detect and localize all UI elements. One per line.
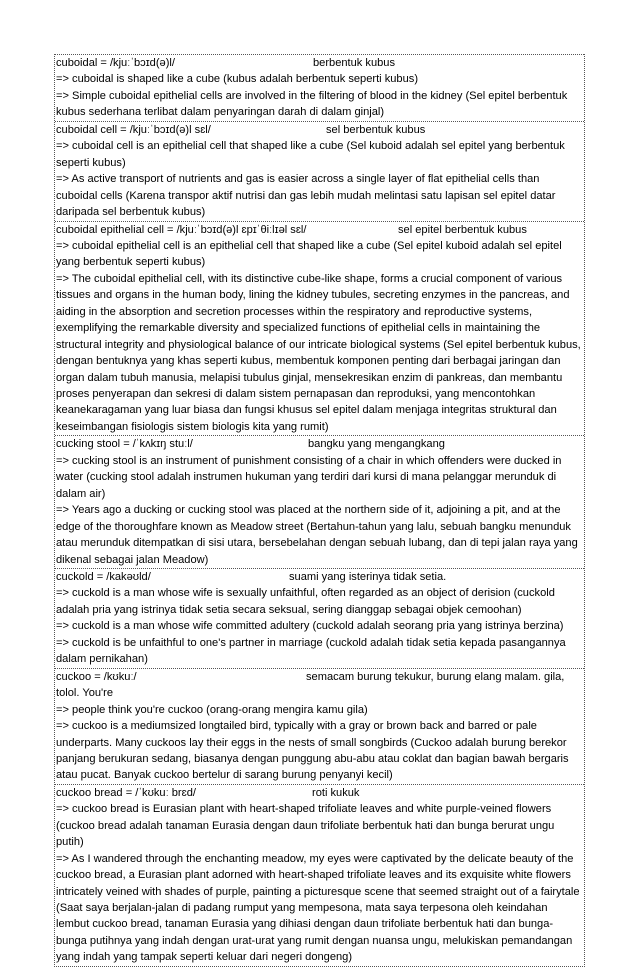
entry-cuboidal [55,54,584,121]
example-line: => cuckoo is a mediumsized longtailed bird, typically with a gray or brown back and barred or pale underparts. Many cuckoos lay their eggs in the nests of small songbirds (Cuckoo adalah burung berekor panjang berukuran sedang, biasanya dengan punggung abu-abu atau coklat dan bagian bawah bergaris atau pucat. Banyak cuckoo bertelur di sarang burung penyanyi kecil) [56,720,569,782]
example-line: => The cuboidal epithelial cell, with its distinctive cube-like shape, forms a crucial component of various tissues and organs in the human body, lining the kidney tubules, secreting enzymes in the pancreas, and aiding in the absorption and secretion processes within the respiratory and reproductive systems, exemplifying the remarkable diversity and specialized functions of epithelial cells in maintaining the structural integrity and physiological balance of our intricate biological systems (Sel epitel berbentuk kubus, dengan bentuknya yang khas seperti kubus, membentuk komponen penting dari berbagai jaringan dan organ dalam tubuh manusia, melapisi tubulus ginjal, mensekresikan enzim di pankreas, dan membantu proses penyerapan dan sekresi di dalam sistem pernapasan dan reproduksi, yang mencontohkan keanekaragaman yang luar biasa dan fungsi khusus sel epitel dalam menjaga integritas struktural dan keseimbangan fisiologis sistem biologis kita yang rumit) [56,272,581,433]
example-line: => cuckold is a man whose wife is sexually unfaithful, often regarded as an object of derision (cuckold adalah pria yang istrinya tidak setia secara seksual, sering dianggap sebagai objek cemoohan) [56,587,555,616]
headword: cuboidal cell = /kjuːˈbɔɪd(ə)l sɛl/ [56,123,211,136]
entry-headline [56,222,583,238]
meaning: suami yang isterinya tidak setia. [289,570,447,583]
example-line: => cuckold is a man whose wife committed adultery (cuckold adalah seorang pria yang istrinya berzina) [56,620,564,633]
entry-headline [56,569,583,585]
example-line: => cuboidal is shaped like a cube (kubus adalah berbentuk seperti kubus) [56,73,419,86]
headword: cuckoo bread = /ˈkʊkuː brɛd/ [56,786,196,799]
headword: cucking stool = /ˈkʌkɪŋ stuːl/ [56,438,193,451]
entry-headline [56,55,583,71]
entry-headline [56,122,583,138]
example-line: => cuckold is be unfaithful to one's partner in marriage (cuckold adalah tidak setia kepada pasangannya dalam pernikahan) [56,636,566,666]
meaning: bangku yang mengangkang [308,438,445,451]
entry-headline [56,669,583,702]
entry-headline [56,436,583,452]
example-line: => cuboidal epithelial cell is an epithelial cell that shaped like a cube (Sel epitel kuboid adalah sel epitel yang berbentuk seperti kubus) [56,239,562,269]
example-line: => cuboidal cell is an epithelial cell that shaped like a cube (Sel kuboid adalah sel epitel yang berbentuk seperti kubus) [56,140,565,169]
entry-cuckoo [55,668,584,784]
entry-cucking-stool [55,435,584,568]
meaning: berbentuk kubus [313,57,396,69]
example-line: => As I wandered through the enchanting meadow, my eyes were captivated by the delicate beauty of the cuckoo bread, a Eurasian plant adorned with heart-shaped trifoliate leaves and its exquisite white flowers intricately veined with shades of purple, painting a picturesque scene that seemed straight out of a fairytale (Saat saya berjalan-jalan di padang rumput yang mempesona, mata saya terpesona oleh keindahan lembut cuckoo bread, tanaman Eurasia yang dihiasi dengan daun trifoliate berbentuk hati dan bunga-bunga putihnya yang indah dengan urat-urat yang rumit dengan nuansa ungu, melukiskan pemandangan yang indah yang tampak seperti keluar dari negeri dongeng) [56,852,580,964]
entry-headline [56,785,583,801]
example-line: => Years ago a ducking or cucking stool was placed at the northern side of it, adjoining a pit, and at the edge of the thoroughfare known as Meadow street (Bertahun-tahun yang lalu, sebuah bangku menunduk atau merunduk ditempatkan di sisi utara, bersebelahan dengan sebuah lubang, dan di tepi jalan raya yang dikenal sebagai jalan Meadow) [56,504,578,566]
meaning: sel berbentuk kubus [326,123,426,136]
example-line: => cuckoo bread is Eurasian plant with heart-shaped trifoliate leaves and white purple-veined flowers (cuckoo bread adalah tanaman Eurasia dengan daun trifoliate berbentuk hati dan bunga berurat ungu putih) [56,803,555,849]
meaning: semacam burung tekukur, burung elang malam. gila, tolol. You're [56,670,565,700]
meaning: roti kukuk [312,786,360,799]
headword: cuboidal = /kjuːˈbɔɪd(ə)l/ [56,57,175,69]
entry-cuboidal-cell [55,121,584,221]
example-line: => Simple cuboidal epithelial cells are involved in the filtering of blood in the kidney (Sel epitel berbentuk kubus sederhana terlibat dalam penyaringan darah di dalam ginjal) [56,89,568,119]
headword: cuboidal epithelial cell = /kjuːˈbɔɪd(ə)l ɛpɪˈθiːlɪəl sɛl/ [56,223,307,236]
entry-cuckold [55,568,584,668]
example-line: => people think you're cuckoo (orang-orang mengira kamu gila) [56,703,368,716]
entry-cuboidal-epithelial-cell [55,221,584,436]
headword: cuckold = /kakəʊld/ [56,570,151,583]
headword: cuckoo = /kʊkuː/ [56,670,137,683]
meaning: sel epitel berbentuk kubus [398,223,527,236]
dictionary-document [54,54,585,967]
entry-cuckoo-bread [55,784,584,966]
example-line: => cucking stool is an instrument of punishment consisting of a chair in which offenders were ducked in water (cucking stool adalah instrumen hukuman yang terdiri dari kursi di mana pelanggar merunduk di dalam air) [56,454,562,500]
example-line: => As active transport of nutrients and gas is easier across a single layer of flat epithelial cells than cuboidal cells (Karena transpor aktif nutrisi dan gas lebih mudah melintasi satu lapisan sel epitel datar daripada sel berbentuk kubus) [56,173,556,219]
